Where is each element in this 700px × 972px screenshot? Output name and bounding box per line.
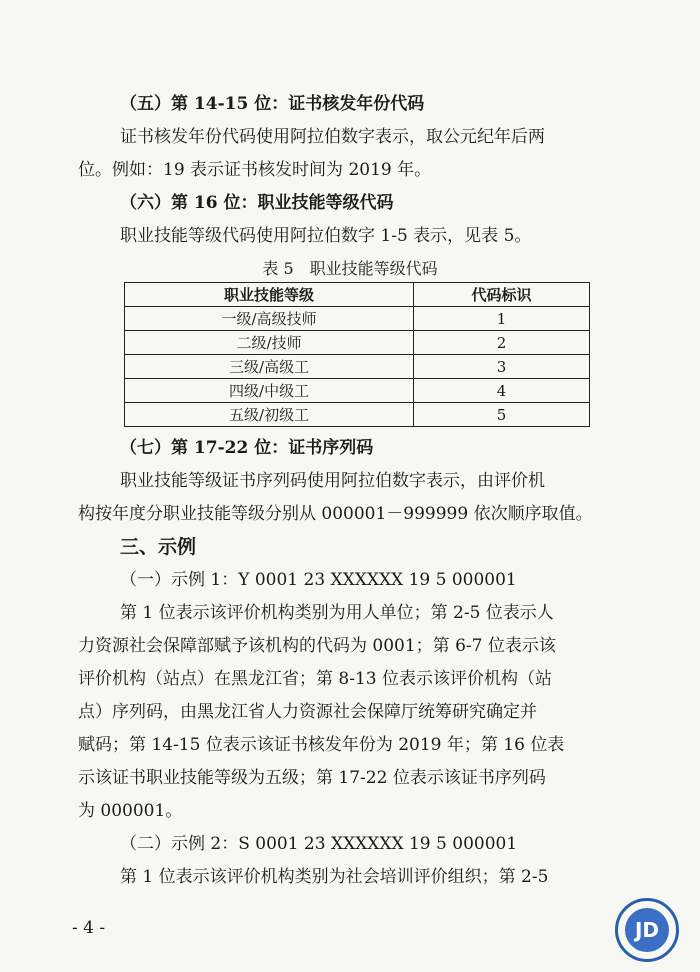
- paragraph-line: 力资源社会保障部赋予该机构的代码为 0001；第 6-7 位表示该: [78, 636, 556, 656]
- watermark-seal-icon: [615, 898, 679, 962]
- paragraph-line: 第 1 位表示该评价机构类别为用人单位；第 2-5 位表示人: [120, 603, 554, 623]
- table-cell: 一级/高级技师: [125, 307, 414, 331]
- example-one-heading: （一）示例 1：Y 0001 23 XXXXXX 19 5 000001: [120, 570, 517, 590]
- table-cell: 二级/技师: [125, 331, 414, 355]
- table-cell: 1: [414, 307, 590, 331]
- paragraph-line: 第 1 位表示该评价机构类别为社会培训评价组织；第 2-5: [120, 867, 549, 887]
- table-header-cell: 职业技能等级: [125, 283, 414, 307]
- example-two-heading: （二）示例 2：S 0001 23 XXXXXX 19 5 000001: [120, 834, 518, 854]
- table-row: [125, 307, 590, 331]
- paragraph-line: 职业技能等级证书序列码使用阿拉伯数字表示，由评价机: [120, 471, 545, 491]
- table-row: [125, 403, 590, 427]
- paragraph-line: 为 000001。: [78, 801, 183, 821]
- section-five-heading: （五）第 14-15 位：证书核发年份代码: [120, 94, 425, 114]
- paragraph-line: 职业技能等级代码使用阿拉伯数字 1-5 表示，见表 5。: [120, 226, 532, 246]
- table-header-row: [125, 283, 590, 307]
- table-header-cell: 代码标识: [414, 283, 590, 307]
- paragraph-line: 示该证书职业技能等级为五级；第 17-22 位表示该证书序列码: [78, 768, 546, 788]
- table-caption: 表 5 职业技能等级代码: [262, 259, 438, 278]
- table-cell: 四级/中级工: [125, 379, 414, 403]
- table-cell: 5: [414, 403, 590, 427]
- paragraph-line: 构按年度分职业技能等级分别从 000001－999999 依次顺序取值。: [78, 504, 593, 524]
- table-row: [125, 379, 590, 403]
- skill-level-table: [124, 282, 590, 427]
- table-row: [125, 355, 590, 379]
- table-cell: 三级/高级工: [125, 355, 414, 379]
- paragraph-line: 位。例如：19 表示证书核发时间为 2019 年。: [78, 160, 432, 180]
- paragraph-line: 赋码；第 14-15 位表示该证书核发年份为 2019 年；第 16 位表: [78, 735, 565, 755]
- page-number: - 4 -: [72, 918, 106, 938]
- paragraph-line: 点）序列码，由黑龙江省人力资源社会保障厅统筹研究确定并: [78, 702, 537, 722]
- table-cell: 4: [414, 379, 590, 403]
- table-row: [125, 331, 590, 355]
- paragraph-line: 证书核发年份代码使用阿拉伯数字表示，取公元纪年后两: [120, 127, 545, 147]
- section-six-heading: （六）第 16 位：职业技能等级代码: [120, 193, 394, 213]
- seal-monogram: JD: [625, 908, 669, 952]
- table-cell: 五级/初级工: [125, 403, 414, 427]
- table-cell: 3: [414, 355, 590, 379]
- paragraph-line: 评价机构（站点）在黑龙江省；第 8-13 位表示该评价机构（站: [78, 669, 552, 689]
- section-seven-heading: （七）第 17-22 位：证书序列码: [120, 438, 374, 458]
- table-cell: 2: [414, 331, 590, 355]
- section-examples-heading: 三、示例: [120, 536, 197, 558]
